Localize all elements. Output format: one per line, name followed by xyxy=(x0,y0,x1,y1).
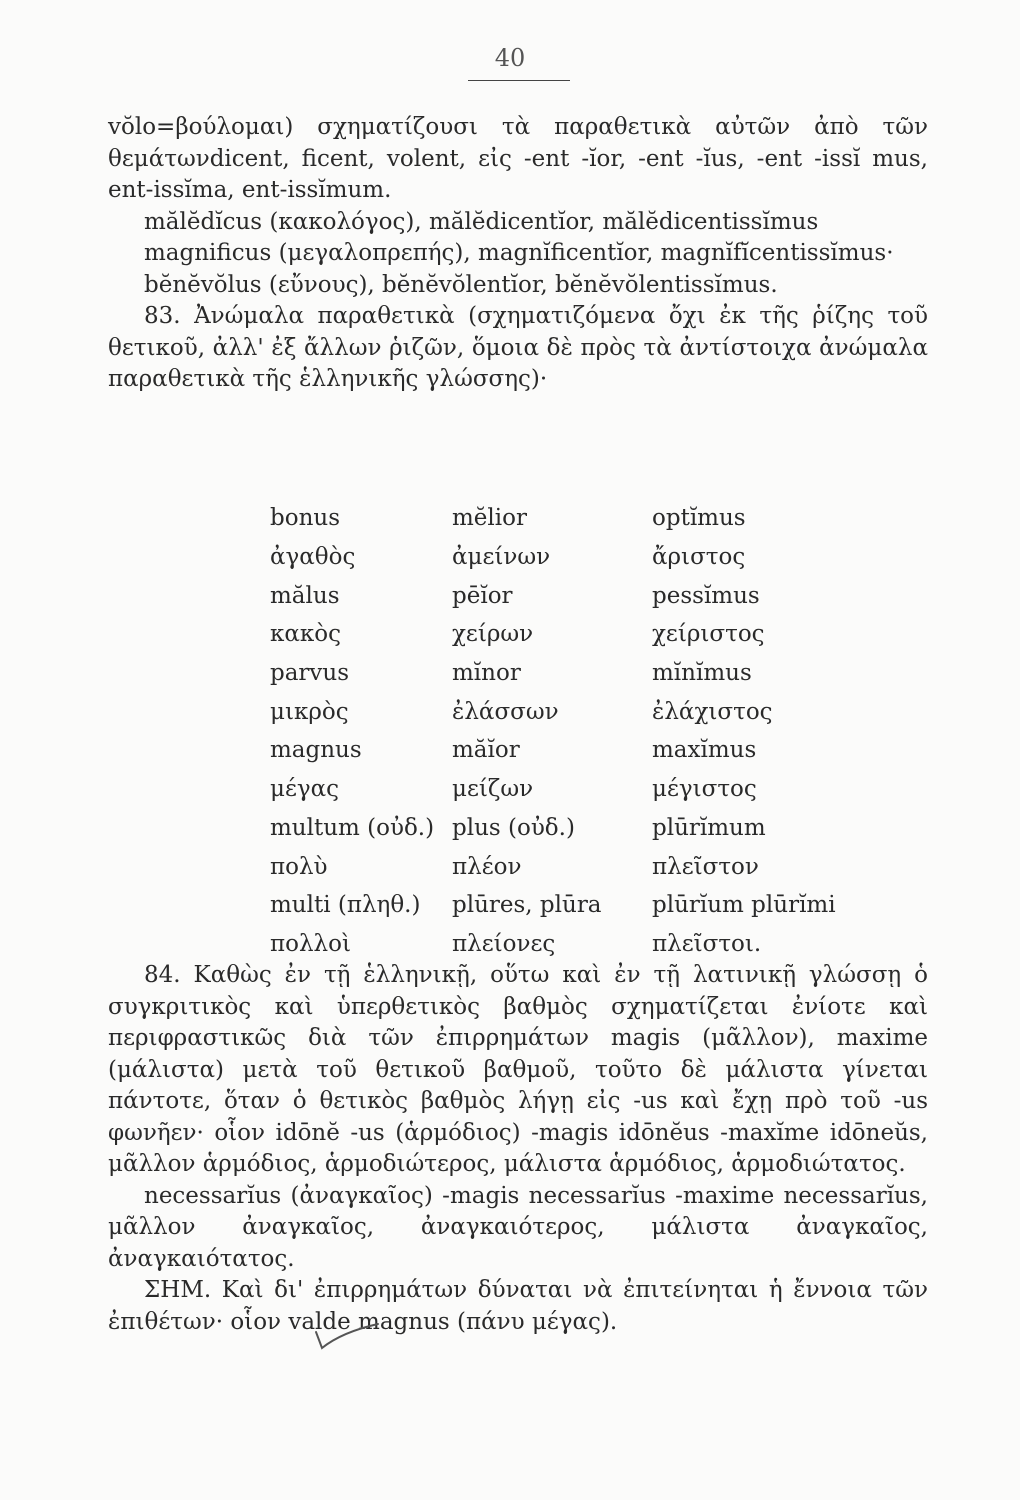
superlative-form: ἐλάχιστος xyxy=(652,698,773,725)
superlative-form: πλεῖστοι. xyxy=(652,930,762,957)
superlative-form: χείριστος xyxy=(652,621,765,648)
comparative-form: πλέον xyxy=(452,853,522,880)
positive-form: bonus xyxy=(270,505,340,532)
text-block-bottom xyxy=(108,960,928,1338)
superlative-form: mĭnĭmus xyxy=(652,660,752,687)
paragraph-maledicus: mălĕdĭcus (κακολόγος), mălĕdicentĭor, mălĕdicentissĭmus xyxy=(144,208,819,235)
positive-form: parvus xyxy=(270,660,350,687)
positive-form: multum (οὐδ.) xyxy=(270,814,435,841)
positive-form: μέγας xyxy=(270,776,340,803)
paragraph-section-83: 83. Ἀνώμαλα παραθετικὰ (σχηματιζόμενα ὄχι ἐκ τῆς ῥίζης τοῦ θετικοῦ, ἀλλ' ἐξ ἄλλων ῥιζῶν, ὅμοια δὲ πρὸς τὰ ἀντίστοιχα ἀνώμαλα παραθετικὰ τῆς ἑλληνικῆς γλώσσης)· xyxy=(108,303,928,392)
pencil-check-mark xyxy=(312,1318,382,1354)
table-row xyxy=(270,499,872,538)
table-row xyxy=(270,847,872,886)
table-row xyxy=(270,538,872,577)
positive-form: μικρὸς xyxy=(270,698,349,725)
paragraph-necessarius: necessarĭus (ἀναγκαῖος) -magis necessarĭus -maxime necessarĭus, μᾶλλον ἀναγκαῖος, ἀναγκαιότερος, μάλιστα ἀναγκαῖος, ἀναγκαιότατος. xyxy=(108,1182,928,1272)
comparative-form: pēĭor xyxy=(452,582,513,609)
superlative-form: μέγιστος xyxy=(652,776,757,803)
positive-form: magnus xyxy=(270,737,362,764)
positive-form: ἀγαθὸς xyxy=(270,544,356,571)
paragraph-magnificus: magnificus (μεγαλοπρεπής), magnĭficentĭor, magnĭfĭcentissĭmus· xyxy=(144,240,894,266)
comparison-forms-table xyxy=(270,499,872,963)
comparative-form: plūres, plūra xyxy=(452,892,602,919)
table-row xyxy=(270,925,872,964)
table-row xyxy=(270,886,872,925)
positive-form: mălus xyxy=(270,582,340,609)
paragraph-continuation: vŏlo=βούλομαι) σχηματίζουσι τὰ παραθετικὰ αὐτῶν ἀπὸ τῶν θεμάτωνdicent, ficent, volent, εἰς -ent -ĭor, -ent -ĭus, -ent -issĭ mus, ent-issĭma, ent-issĭmum. xyxy=(108,114,928,203)
superlative-form: ἄριστος xyxy=(652,544,746,571)
table-row xyxy=(270,809,872,848)
paragraph-note: ΣΗΜ. Καὶ δι' ἐπιρρημάτων δύναται νὰ ἐπιτείνηται ἡ ἔννοια τῶν ἐπιθέτων· οἷον valde magnus (πάνυ μέγας). xyxy=(108,1277,928,1335)
positive-form: multi (πληθ.) xyxy=(270,892,421,919)
table-row xyxy=(270,731,872,770)
superlative-form: πλεῖστον xyxy=(652,853,759,880)
superlative-form: maxĭmus xyxy=(652,737,757,764)
positive-form: κακὸς xyxy=(270,621,342,648)
superlative-form: plūrĭmum xyxy=(652,814,766,841)
header-rule xyxy=(468,80,570,81)
text-block-top xyxy=(108,112,928,396)
comparative-form: πλείονες xyxy=(452,930,556,957)
table-row xyxy=(270,692,872,731)
comparative-form: ἀμείνων xyxy=(452,544,551,571)
table-row xyxy=(270,615,872,654)
paragraph-benevolus: bĕnĕvŏlus (εὔνους), bĕnĕvŏlentĭor, bĕnĕvŏlentissĭmus. xyxy=(144,271,778,298)
superlative-form: optĭmus xyxy=(652,505,746,532)
comparative-form: μείζων xyxy=(452,776,534,803)
comparative-form: χείρων xyxy=(452,621,534,648)
table-row xyxy=(270,770,872,809)
positive-form: πολὺ xyxy=(270,853,328,880)
paragraph-section-84: 84. Καθὼς ἐν τῇ ἑλληνικῇ, οὕτω καὶ ἐν τῇ λατινικῇ γλώσσῃ ὁ συγκριτικὸς καὶ ὑπερθετικὸς βαθμὸς σχηματίζεται ἐνίοτε καὶ περιφραστικῶς διὰ τῶν ἐπιρρημάτων magis (μᾶλλον), maxime (μάλιστα) μετὰ τοῦ θετικοῦ βαθμοῦ, τοῦτο δὲ μάλιστα γίνεται πάντοτε, ὅταν ὁ θετικὸς βαθμὸς λήγῃ εἰς -us καὶ ἔχῃ πρὸ τοῦ -us φωνῆεν· οἷον idōnĕ -us (ἁρμόδιος) -magis idōnĕus -maxĭme idōneŭs, μᾶλλον ἁρμόδιος, ἁρμοδιώτερος, μάλιστα ἁρμόδιος, ἁρμοδιώτατος. xyxy=(108,962,928,1177)
superlative-form: plūrĭum plūrĭmi xyxy=(652,892,836,919)
comparative-form: plus (οὐδ.) xyxy=(452,814,575,841)
superlative-form: pessĭmus xyxy=(652,582,760,609)
page-number: 40 xyxy=(494,44,526,72)
comparative-form: ἐλάσσων xyxy=(452,698,559,725)
table-row xyxy=(270,654,872,693)
comparative-form: măĭor xyxy=(452,737,520,764)
comparative-form: mĭnor xyxy=(452,660,521,687)
positive-form: πολλοὶ xyxy=(270,930,351,957)
comparative-form: mĕlior xyxy=(452,505,527,532)
table-row xyxy=(270,576,872,615)
